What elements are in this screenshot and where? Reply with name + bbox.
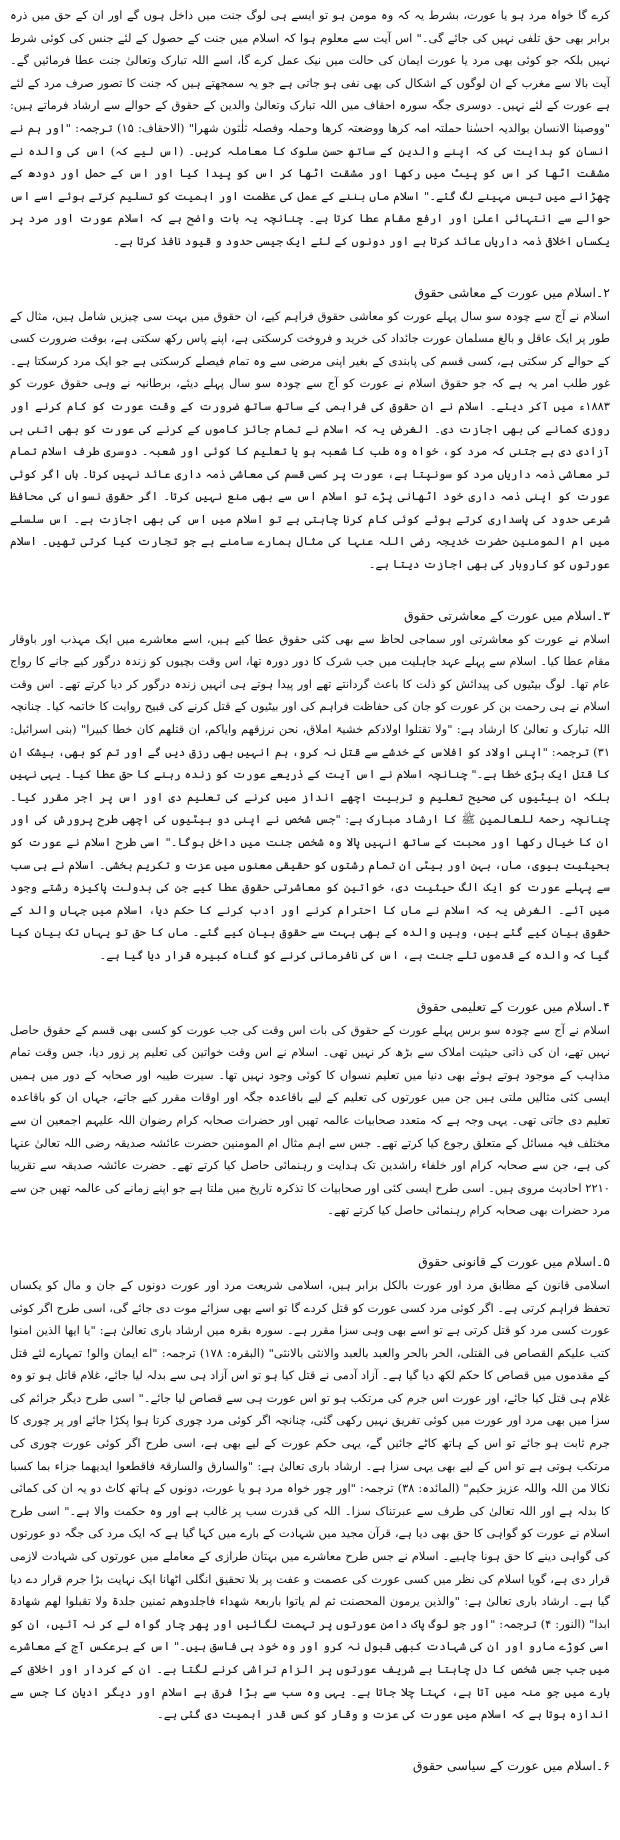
section-spacer (10, 576, 610, 604)
section-paragraph-economic-rights: اسلام نے آج سے چودہ سو سال پہلے عورت کو معاشی حقوق فراہم کیے، ان حقوق میں بہت سی چیزیں شامل ہیں، مثال کے طور پر ایک عاقل و بالغ مسلمان عورت جائداد کی خرید و فروخت کرسکتی ہے، اپنے پاس رکھ سکتی ہے، بوقت ضرورت کسی کے حوالے کر سکتی ہے، کسی قسم کی پابندی کے بغیر اپنی مرضی سے وہ تمام فیصلے کرسکتی ہے جو ایک مرد کرسکتا ہے۔ غور طلب امر یہ ہے کہ جو حقوق اسلام نے عورت کو آج سے چودہ سو سال پہلے دیئے، برطانیہ نے وہی حقوق عورت کو ۱۸۸۳ء میں آکر دیئے۔ اسلام نے ان حقوق کی فراہمی کے ساتھ ساتھ ضرورت کے وقت عورت کو کام کرنے اور روزی کمانے کی بھی اجازت دی۔ الغرض یہ کہ اسلام نے تمام جائز کاموں کے کرنے کی عورت کو بھی اتنی ہی آزادی دی ہے جتنی کہ مرد کو، خواہ وہ طب کا شعبہ ہو یا تعلیم کا کوئی اور شعبہ۔ دوسری طرف اسلام تمام تر معاشی ذمہ داریاں مرد کو سونپتا ہے، عورت پر کسی قسم کی معاشی ذمہ داری عائد نہیں کرتا۔ ہاں اگر کوئی عورت کو اپنی ذمہ داری خود اٹھانی پڑے تو اسلام اس سے بھی منع نہیں کرتا۔ اگر حقوق نسواں کی محافظ شرعی حدود کی پاسداری کرتے ہوئے کوئی کام کرنا چاہتی ہے تو اسلام میں اس کی بھی اجازت ہے۔ اس سلسلے میں ام المومنین حضرت خدیجہ رضی اللہ عنہا کی مثال ہمارے سامنے ہے جو تجارت کیا کرتی تھیں۔ اسلام عورتوں کو کاروبار کی بھی اجازت دیتا ہے۔ (10, 308, 610, 572)
section-heading-social-rights: ۳۔اسلام میں عورت کے معاشرتی حقوق (403, 607, 610, 623)
section-heading-political-rights: ۶۔اسلام میں عورت کے سیاسی حقوق (412, 1757, 610, 1773)
section-spacer (10, 967, 610, 995)
section-paragraph-social-rights: اسلام نے عورت کو معاشرتی اور سماجی لحاظ سے بھی کئی حقوق عطا کیے ہیں، اسے معاشرے میں ایک مہذب اور باوقار مقام عطا کیا۔ اسلام سے پہلے عہد جاہلیت میں جب شرک کا دور دورہ تھا، اس وقت بچیوں کو زندہ درگور کیے جانے کا رواج عام تھا۔ لوگ بیٹیوں کی پیدائش کو ذلت کا باعث گردانتے تھے اور پیدا ہوتے ہی انہیں زندہ درگور کر دیا کرتے تھے۔ اس وقت اسلام نے ہی رحمت بن کر عورت کو جان کی حفاظت فراہم کی اور بیٹیوں کے قتل کرنے کی قبیح روایت کا خاتمہ کیا۔ چنانچہ اللہ تبارک و تعالیٰ کا ارشاد ہے: "ولا تقتلوا اولادکم خشیۃ املاق، نحن نرزقھم وایاکم، ان قتلھم کان خطا کبیرا" (بنی اسرائیل: ۳۱) ترجمہ: "اپنی اولاد کو افلاس کے خدشے سے قتل نہ کرو، ہم انہیں بھی رزق دیں گے اور تم کو بھی، بیشک ان کا قتل ایک بڑی خطا ہے۔" چنانچہ اسلام نے اس آیت کے ذریعے عورت کو زندہ رہنے کا حق عطا کیا۔ یہی نہیں بلکہ ان بیٹیوں کی صحیح تعلیم و تربیت اچھے انداز میں کرنے کی تعلیم دی اور اس پر اجر مقرر کیا۔ چنانچہ رحمۃ للعالمین ﷺ کا ارشاد مبارک ہے: "جس شخص نے اپنی دو بیٹیوں کی اچھی طرح پرورش کی اور ان کا خیال رکھا اور محبت کے ساتھ انہیں پالا وہ شخص جنت میں داخل ہوگا۔" اسی طرح اسلام نے عورت کو بحیثیت بیوی، ماں، بہن اور بیٹی ان تمام رشتوں کو حقیقی معنوں میں عزت و تکریم بخشی۔ اسلام نے ہی سب سے پہلے عورت کو ایک الگ حیثیت دی، خواتین کو معاشرتی حقوق عطا کیے جن کی بدولت پاکیزہ رشتے وجود میں آئے۔ الغرض یہ کہ اسلام نے ماں کا احترام کرنے اور ادب کرنے کا حکم دیا، اسلام میں جہاں والد کے حقوق بیان کیے گئے ہیں، وہیں والدہ کے بھی بہت سے حقوق بیان کیے گئے۔ ماں کا حق تو یہاں تک بیان کیا گیا کہ والدہ کے قدموں تلے جنت ہے، اس کی نافرمانی کرنے کو گناہ کبیرہ قرار دیا گیا ہے۔ (10, 631, 610, 962)
section-heading-economic-rights: ۲۔اسلام میں عورت کے معاشی حقوق (414, 284, 610, 300)
section-spacer (10, 1726, 610, 1754)
section-heading-educational-rights: ۴۔اسلام میں عورت کے تعلیمی حقوق (416, 998, 610, 1014)
intro-paragraph: کرے گا خواہ مرد ہو یا عورت، بشرط یہ کہ وہ مومن ہو تو ایسے ہی لوگ جنت میں داخل ہوں گے اور ان کے حق میں ذرہ برابر بھی حق تلفی نہیں کی جائے گی۔" اس آیت سے معلوم ہوا کہ اسلام میں جنت کے حصول کے لئے جنس کی کوئی شرط نہیں بلکہ جو کوئی بھی مرد یا عورت ایمان کی حالت میں نیک عمل کرے گا، اسے اللہ تبارک وتعالیٰ جنت عطا فرمائیں گے۔ آیت بالا سے مغرب کے ان لوگوں کے اشکال کی بھی نفی ہو جاتی ہے جو یہ سمجھتے ہیں کہ جنت کا تصور صرف مرد کے لئے ہے عورت کے لئے نہیں۔ دوسری جگہ سورہ احقاف میں اللہ تبارک وتعالیٰ والدین کے حقوق کے حوالے سے ارشاد فرماتے ہیں: "ووصینا الانسان بوالدیہ احسٰنا حملتہ امہ کرھا ووضعتہ کرھا وحملہ وفصلہ ثلٰثون شھرا" (الاحقاف: ۱۵) ترجمہ: "اور ہم نے انسان کو ہدایت کی کہ اپنے والدین کے ساتھ حسن سلوک کا معاملہ کریں۔ (اس لیے کہ) اس کی والدہ نے مشقت اٹھا کر اس کو پیٹ میں رکھا اور مشقت اٹھا کر اس کو پیدا کیا اور اس کے حمل اور دودھ کے چھڑانے میں تیس مہینے لگ گئے۔" اسلام ماں بننے کے عمل کی عظمت اور اہمیت کو تسلیم کرتے ہوئے اسے اس حوالے سے انتہائی اعلیٰ اور ارفع مقام عطا کرتا ہے۔ چنانچہ یہ بات واضح ہے کہ اسلام عورت اور مرد پر یکساں اخلاقی ذمہ داریاں عائد کرتا ہے اور دونوں کے لئے ایک جیسی حدود و قیود نافذ کرتا ہے۔ (10, 8, 610, 248)
section-spacer (10, 253, 610, 281)
section-heading-legal-rights: ۵۔اسلام میں عورت کے قانونی حقوق (418, 1253, 610, 1269)
section-paragraph-educational-rights: اسلام نے آج سے چودہ سو برس پہلے عورت کے حقوق کی بات اس وقت کی جب عورت کو کسی بھی قسم کے حقوق حاصل نہیں تھے، ان کی ذاتی حیثیت املاک سے بڑھ کر نہیں تھی۔ اسلام نے اس وقت خواتین کی تعلیم پر زور دیا، جس وقت تمام مذاہب کے موجود ہوتے ہوئے بھی دنیا میں تعلیم نسواں کا کوئی وجود نہیں تھا۔ سیرت طیبہ اور صحابہ کے دور میں ہمیں ایسی کئی مثالیں ملتی ہیں جن میں عورتوں کی تعلیم کے لیے باقاعدہ جگہ اور اوقات مقرر کیے جاتے، جہاں ان کو باقاعدہ تعلیم دی جاتی تھی۔ یہی وجہ ہے کہ متعدد صحابیات عالمہ تھیں اور حضرات صحابہ کرام رضوان اللہ علیہم اجمعین ان سے مختلف فیہ مسائل کے متعلق رجوع کیا کرتے تھے۔ جس سے اہم مثال ام المومنین حضرت عائشہ صدیقہ رضی اللہ تعالیٰ عنہا کی ہے، جن سے صحابہ کرام اور خلفاء راشدین تک ہدایت و رہنمائی حاصل کیا کرتے تھے۔ حضرت عائشہ صدیقہ سے تقریبا ۲۲۱۰ احادیث مروی ہیں۔ اسی طرح ایسی کئی اور صحابیات کا تذکرہ تاریخ میں ملتا ہے جو اپنے زمانے کی عالمہ تھیں جن سے مرد حضرات بھی صحابہ کرام رہنمائی حاصل کیا کرتے تھے۔ (10, 1022, 610, 1218)
section-paragraph-legal-rights: اسلامی قانون کے مطابق مرد اور عورت بالکل برابر ہیں، اسلامی شریعت مرد اور عورت دونوں کے جان و مال کو یکساں تحفظ فراہم کرتی ہے۔ اگر کوئی مرد کسی عورت کو قتل کردے گا تو اسے بھی سزائے موت دی جائے گی، اسی طرح اگر کوئی عورت کسی مرد کو قتل کرتی ہے تو اسے بھی وہی سزا مقرر ہے۔ سورہ بقرہ میں ارشاد باری تعالیٰ ہے: "یا ایھا الذین امنوا کتب علیکم القصاص فی القتلی، الحر بالحر والعبد بالعبد والانثی بالانثی" (البقرہ: ۱۷۸) ترجمہ: "اے ایمان والو! تمہارے لئے قتل کے مقدموں میں قصاص کا حکم لکھ دیا گیا ہے۔ آزاد آدمی نے قتل کیا ہو تو اس آزاد ہی سے بدلہ لیا جائے، غلام قاتل ہو تو وہ غلام ہی قتل کیا جائے، اور عورت اس جرم کی مرتکب ہو تو اس عورت ہی سے قصاص لیا جائے۔" اسی طرح دیگر جرائم کی سزا میں بھی مرد اور عورت میں کوئی تفریق نہیں رکھی گئی، چنانچہ اگر کوئی مرد چوری کرتا ہوا پکڑا جائے اور پر چوری کا جرم ثابت ہو جائے تو اس کے ہاتھ کاٹے جائیں گے، یہی حکم عورت کے لیے بھی ہے، اسی طرح اگر کوئی عورت چوری کی مرتکب ہوتی ہے تو اس کے لیے بھی یہی سزا ہے۔ ارشاد باری تعالیٰ ہے: "والسارق والسارقۃ فاقطعوا ایدیھما جزاء بما کسبا نکالا من اللہ واللہ عزیز حکیم" (المائدہ: ۳۸) ترجمہ: "اور چور خواہ مرد ہو یا عورت، دونوں کے ہاتھ کاٹ دو یہ ان کی کمائی کا بدلہ ہے اور اللہ تعالیٰ کی طرف سے عبرتناک سزا۔ اللہ کی قدرت سب پر غالب ہے اور وہ حکمت والا ہے۔" اسی طرح اسلام نے عورت کو گواہی کا حق بھی دیا ہے، قرآن مجید میں شہادت کے بارے میں کہا گیا ہے کہ ایک مرد کی جگہ دو عورتوں کی گواہی دینے کا حق ہونا چاہیے۔ اسلام نے جس طرح معاشرے میں بہتان طرازی کے معاملے میں عورتوں کی شہادت لازمی قرار دی ہے، گویا اسلام کی نظر میں کسی عورت کی عصمت و عفت پر بلا تحقیق انگلی اٹھانا ایک نہایت بڑا جرم قرار دے دیا گیا ہے۔ ارشاد باری تعالیٰ ہے: "والذین یرمون المحصنت ثم لم یاتوا باربعۃ شھداء فاجلدوھم ثمنین جلدۃ ولا تقبلوا لھم شھادۃ ابدا" (النور: ۴) ترجمہ: "اور جو لوگ پاک دامن عورتوں پر تہمت لگائیں اور پھر چار گواہ لے کر نہ آئیں، ان کو اسی کوڑے مارو اور ان کی شہادت کبھی قبول نہ کرو اور وہ خود ہی فاسق ہیں۔" اس کے برعکس آج کے معاشرے میں جب جس شخص کا دل چاہتا ہے شریف عورتوں پر الزام تراشی کرنے لگتا ہے۔ ان کے کردار اور اخلاق کے بارے میں جو منہ میں آتا ہے، کہتا چلا جاتا ہے۔ یہی وہ سب سے بڑا فرق ہے اسلام اور دیگر ادیان کا جس سے اندازہ ہوتا ہے کہ اسلام میں عورت کی عزت و وقار کو کس قدر اہمیت دی گئی ہے۔ (10, 1277, 610, 1722)
section-spacer (10, 1222, 610, 1250)
